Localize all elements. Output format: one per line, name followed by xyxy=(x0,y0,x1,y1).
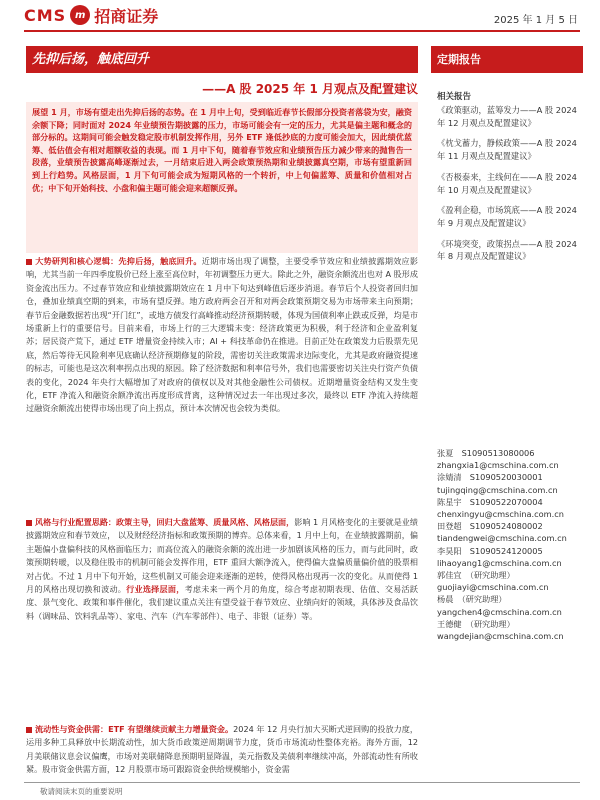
footer-divider xyxy=(24,782,580,783)
report-date: 2025 年 1 月 5 日 xyxy=(493,15,578,26)
section-market-outlook xyxy=(26,255,418,510)
analyst-email[interactable]: tiandengwei@cmschina.com.cn xyxy=(437,533,567,544)
analyst-name: 涂婧清 S1090520030001 xyxy=(437,472,543,483)
related-report-item[interactable]: 《否极泰来，主线何在——A 股 2024 年 10 月观点及配置建议》 xyxy=(437,171,577,195)
report-subtitle: ——A 股 2025 年 1 月观点及配置建议 xyxy=(202,82,418,96)
analyst-name: 李昊阳 S1090524120005 xyxy=(437,545,543,556)
section-lead: 流动性与资金供需：ETF 有望继续贡献主力增量资金。 xyxy=(35,724,234,734)
analyst-email[interactable]: tujingqing@cmschina.com.cn xyxy=(437,484,558,495)
related-report-item[interactable]: 《环境突变，政策拐点——A 股 2024 年 8 月观点及配置建议》 xyxy=(437,238,577,262)
section-body: 影响 1 月风格变化的主要就是业绩披露期效应和春节效应， 以及财经经济指标和政策预期的博弈。总体来看，1 月中上旬，在业绩披露期前，偏主题偏小盘偏科技的风格面临压力；而高位流入的融资余额的流出进一步加剧该风格的压力，而与此同时，政策预期转暖，以及稳住股市的机制可能会发挥作用，ETF 重回大额净流入，使得偏大盘偏质量偏价值的股票相对占优。不过 1 月中下旬开始，这些机制又可能会迎来逐渐的逆转，使得风格出现再一次的变化。从而使得 1 月的风格出现切换和波动。 xyxy=(26,517,418,595)
analyst-email[interactable]: chenxingyu@cmschina.com.cn xyxy=(437,509,564,520)
analyst-email[interactable]: lihaoyang1@cmschina.com.cn xyxy=(437,557,562,568)
analyst-name: 王德健 （研究助理） xyxy=(437,618,515,629)
summary-box: 展望 1 月，市场有望走出先抑后扬的态势。在 1 月中上旬，受到临近春节长假部分投资者落袋为安，融资余额下降；同时面对 2024 年业绩预告期披露的压力，市场可能会有一定的压力，尤其是偏主题和概念的部分标的。这期间可能会触发稳定股市机制发挥作用，另外 ETF 逢低抄底的力度可能会加大，因此绩优蓝筹、低估值会有相对超额收益的表现。而 1 月中下旬，随着春节效应和业绩预告压力减少带来的抛售告一段落，业绩预告披露高峰逐渐过去，一月结束后进入两会政策预热期和业绩披露真空期，市场有望重新回到上行趋势。风格层面，1 月下旬可能会成为短期风格的一个转折，中上旬偏蓝筹、质量和价值相对占优；中下旬开始科技、小盘和偏主题可能会迎来超额反弹。 xyxy=(26,102,418,253)
analyst-name: 张夏 S1090513080006 xyxy=(437,448,535,458)
section-body: 2024 年 12 月央行加大买断式逆回购的投放力度，运用多种工具释放中长期流动性，加大货币政策逆周期调节力度，货币市场流动性整体充裕。海外方面，12 月美联储议息会议偏鹰，市场对美联储降息预期明显降温，美元指数及美债利率继续冲高，外部流动性有所收紧。股市资金供需方面，12 月股票市场可跟踪资金供给规模缩小，资金需 xyxy=(26,724,418,775)
section-lead: 风格与行业配置思路：政策主导，回归大盘蓝筹、质量风格、风格层面， xyxy=(35,517,295,527)
analyst-name: 郭佳宜 （研究助理） xyxy=(437,570,515,581)
header-divider xyxy=(24,30,580,32)
related-reports-label: 相关报告 xyxy=(437,92,472,102)
related-report-item[interactable]: 《政策驱动，蓝筹发力——A 股 2024 年 12 月观点及配置建议》 xyxy=(437,105,577,128)
analyst-name: 杨晨 （研究助理） xyxy=(437,594,507,605)
related-report-item[interactable]: 《枕戈蓄力，静候政策——A 股 2024 年 11 月观点及配置建议》 xyxy=(437,138,577,162)
analyst-email[interactable]: yangchen4@cmschina.com.cn xyxy=(437,606,562,617)
section-body: 近期市场出现了调整，主要受季节效应和业绩披露期效应影响，尤其当前一年四季度股价已经上涨至高位时，年初调整压力更大。除此之外，融资余额流出也对 A 股形成资金流出压力。不过春节效应和业绩披露期效应在 1 月中下旬达到峰值后逐步消退。春节后个人投资者回归加仓，叠加业绩真空期的到来，市场有望反弹。地方政府两会召开和对两会政策预期交易为市场带来主向预期；春节后金融数据若出现“开门红”，或地方债发行高峰推动经济预期转暖，体现为国债利率止跌或反弹，均是市场重新上行的重要信号。目前来看，市场上行的三大逻辑未变：经济政策更为积极，利于经济和企业盈利复苏；居民资产荒下，通过 ETF 增量资金持续入市；AI + 科技革命仍在推进。目前正处在政策发力后股票先见底，然后等待无风险利率见底确认经济预期修复的阶段，需密切关注政策需求边际变化，尤其是政府融资提速的标志，可能也是这次利率拐点出现的原因。除了经济数据和利率信号外，我们也需要密切关注央行资产负债表的变化，2024 年央行大幅增加了对政府的债权以及对其他金融性公司债权。近期增量资金结构又发生变化，ETF 净流入和融资余额净流出再度形成背离，这种情况过去一年出现过多次，最终以 ETF 净流入持续超过融资余额流出使得市场出现了向上拐点，预计本次情况也会较为类似。 xyxy=(26,256,418,414)
related-report-item[interactable]: 《盈利企稳，市场筑底——A 股 2024 年 9 月观点及配置建议》 xyxy=(437,205,577,228)
bullet-icon xyxy=(26,727,32,733)
logo xyxy=(24,0,158,30)
section-body-2: 考虑未来一两个月的角度，综合考虑初期表现、估值、交易活跃度、景气变化、政策和事件催化，我们建议重点关注有望受益于春节效应、业绩向好的领域，具体涉及食品饮料（调味品、饮料乳品等）、家电、汽车（汽车零部件）、电子、非银（证券）等。 xyxy=(26,584,418,621)
analyst-email[interactable]: wangdejian@cmschina.com.cn xyxy=(437,631,564,642)
logo-badge-icon: m xyxy=(70,5,90,25)
analyst-list xyxy=(437,447,583,642)
report-title: 先抑后扬，触底回升 xyxy=(26,46,418,73)
analyst-name: 田登超 S1090524080002 xyxy=(437,521,543,532)
section-lead: 大势研判和核心逻辑：先抑后扬，触底回升。 xyxy=(35,256,202,266)
footer-disclaimer: 敬请阅读末页的重要说明 xyxy=(40,787,123,796)
bullet-icon xyxy=(26,259,32,265)
logo-cn: 招商证券 xyxy=(94,6,159,26)
section-liquidity xyxy=(26,723,418,781)
bullet-icon xyxy=(26,520,32,526)
logo-en: CMS xyxy=(24,5,67,25)
analyst-email[interactable]: guojiayi@cmschina.com.cn xyxy=(437,582,549,593)
analyst-email[interactable]: zhangxia1@cmschina.com.cn xyxy=(437,460,559,471)
related-reports-list xyxy=(437,104,583,271)
analyst-name: 陈星宇 S1090522070004 xyxy=(437,496,543,507)
section-lead-2: 行业选择层面， xyxy=(126,584,185,595)
report-type-label: 定期报告 xyxy=(431,46,583,73)
section-style-allocation xyxy=(26,516,418,724)
